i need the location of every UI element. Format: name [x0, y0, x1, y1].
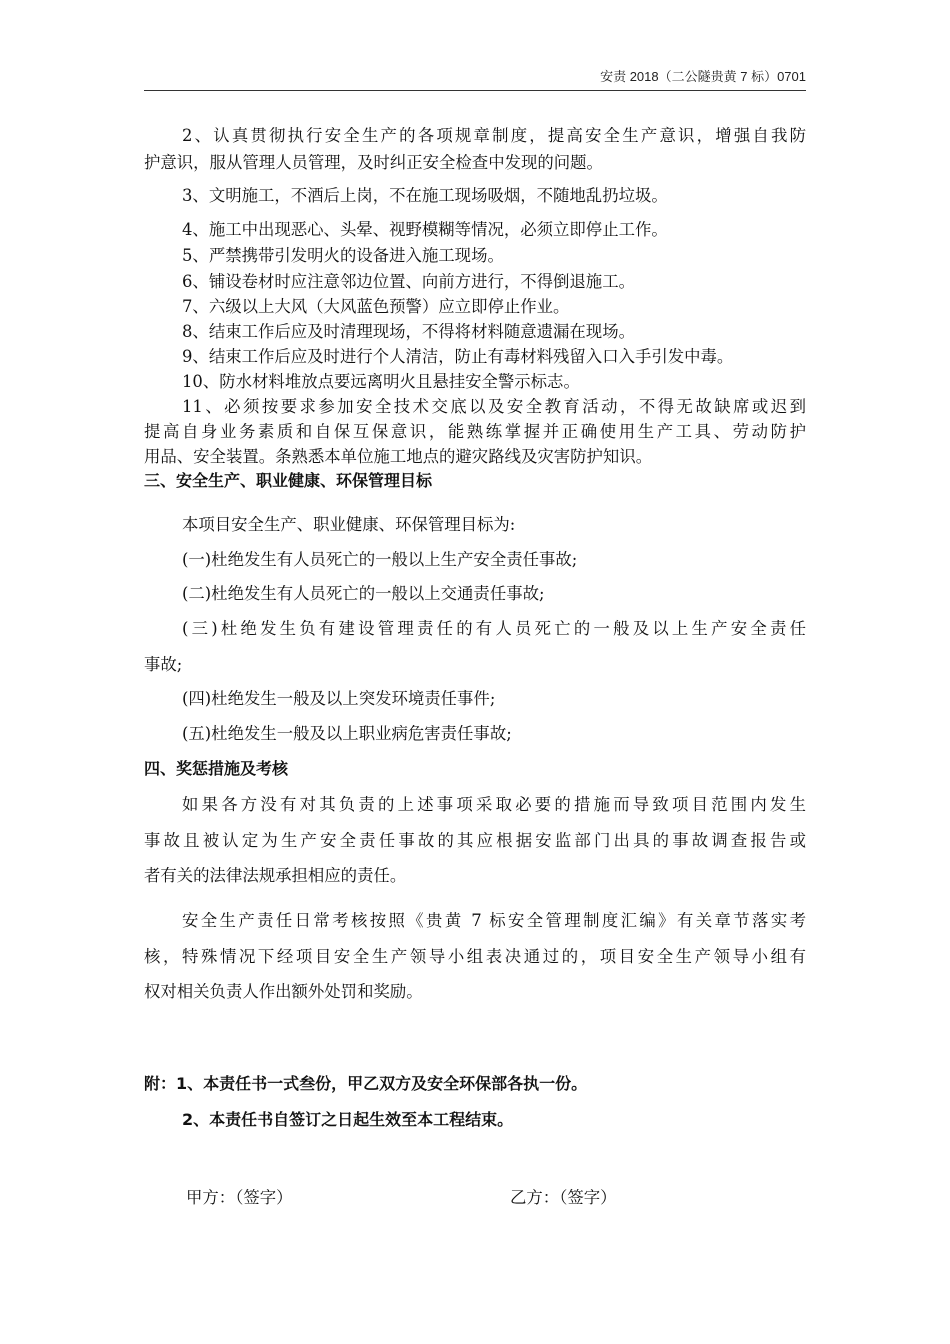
body-line: 3、文明施工，不酒后上岗，不在施工现场吸烟，不随地乱扔垃圾。 [182, 186, 668, 205]
section-heading: 三、安全生产、职业健康、环保管理目标 [144, 471, 433, 490]
body-line: (二)杜绝发生有人员死亡的一般以上交通责任事故; [182, 584, 545, 603]
body-line: 7、六级以上大风（大风蓝色预警）应立即停止作业。 [182, 297, 570, 316]
body-line: (三)杜绝发生负有建设管理责任的有人员死亡的一般及以上生产安全责任 [182, 619, 806, 638]
body-line: 事故且被认定为生产安全责任事故的其应根据安监部门出具的事故调查报告或 [144, 831, 806, 850]
body-line: 6、铺设卷材时应注意邻边位置、向前方进行，不得倒退施工。 [182, 272, 635, 291]
body-line: (四)杜绝发生一般及以上突发环境责任事件; [182, 689, 496, 708]
body-line: 者有关的法律法规承担相应的责任。 [144, 866, 407, 885]
body-line: 2、认真贯彻执行安全生产的各项规章制度，提高安全生产意识，增强自我防 [182, 126, 806, 145]
body-line: 核，特殊情况下经项目安全生产领导小组表决通过的，项目安全生产领导小组有 [144, 947, 806, 966]
body-line: 用品、安全装置。条熟悉本单位施工地点的避灾路线及灾害防护知识。 [144, 447, 653, 466]
appendix-line: 2、本责任书自签订之日起生效至本工程结束。 [182, 1110, 514, 1129]
body-line: 8、结束工作后应及时清理现场，不得将材料随意遗漏在现场。 [182, 322, 635, 341]
document-header-code: 安责 2018（二公隧贵黄 7 标）0701 [600, 69, 806, 84]
body-line: 4、施工中出现恶心、头晕、视野模糊等情况，必须立即停止工作。 [182, 220, 668, 239]
body-line: 10、防水材料堆放点要远离明火且悬挂安全警示标志。 [182, 372, 580, 391]
body-line: 事故; [144, 655, 183, 674]
body-line: 安全生产责任日常考核按照《贵黄 7 标安全管理制度汇编》有关章节落实考 [182, 911, 806, 930]
appendix-line: 附：1、本责任书一式叁份，甲乙双方及安全环保部各执一份。 [144, 1074, 588, 1093]
body-line: (一)杜绝发生有人员死亡的一般以上生产安全责任事故; [182, 550, 578, 569]
body-line: 11、必须按要求参加安全技术交底以及安全教育活动，不得无故缺席或迟到 [182, 397, 806, 416]
body-line: 9、结束工作后应及时进行个人清洁，防止有毒材料残留入口入手引发中毒。 [182, 347, 734, 366]
body-line: 5、严禁携带引发明火的设备进入施工现场。 [182, 246, 504, 265]
body-line: 护意识，服从管理人员管理，及时纠正安全检查中发现的问题。 [144, 153, 603, 172]
header-divider [144, 90, 806, 91]
party-b-signature: 乙方：（签字） [510, 1188, 617, 1207]
section-heading: 四、奖惩措施及考核 [144, 759, 289, 778]
body-line: 如果各方没有对其负责的上述事项采取必要的措施而导致项目范围内发生 [182, 795, 806, 814]
body-line: (五)杜绝发生一般及以上职业病危害责任事故; [182, 724, 512, 743]
party-a-signature: 甲方：（签字） [186, 1188, 293, 1207]
body-line: 提高自身业务素质和自保互保意识，能熟练掌握并正确使用生产工具、劳动防护 [144, 422, 806, 441]
body-line: 权对相关负责人作出额外处罚和奖励。 [144, 982, 423, 1001]
body-line: 本项目安全生产、职业健康、环保管理目标为: [182, 515, 516, 534]
